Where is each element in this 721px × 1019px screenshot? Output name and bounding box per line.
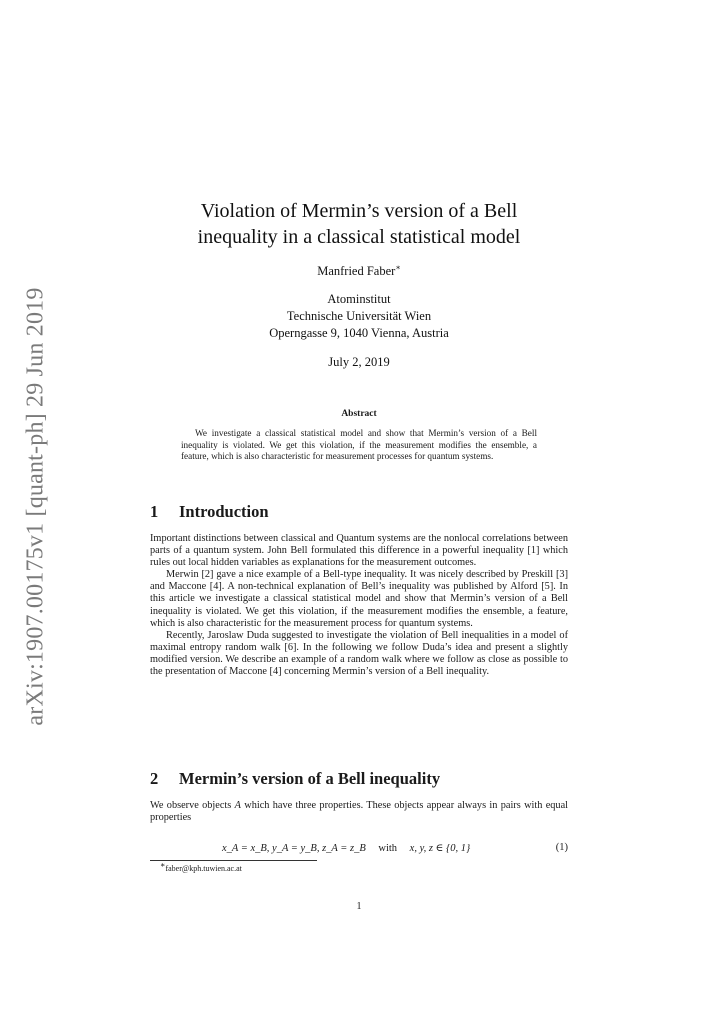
equation-rhs: x, y, z ∈ {0, 1} bbox=[409, 843, 471, 854]
section-1-title: Introduction bbox=[179, 502, 269, 521]
section-1-heading bbox=[150, 502, 568, 522]
affiliation-line-2: Technische Universität Wien bbox=[286, 309, 432, 323]
footnote bbox=[160, 860, 242, 873]
section-2-body bbox=[150, 800, 568, 824]
equation-number: (1) bbox=[555, 842, 568, 853]
section-1-body bbox=[150, 533, 568, 678]
footnote-email: faber@kph.tuwien.ac.at bbox=[165, 864, 242, 873]
section-1-paragraph-1: Important distinctions between classical and Quantum systems are the nonlocal correlations between parts of a quantum system. John Bell formulated this difference in a powerful inequality [1] which rules out local hidden variables as explanations for the measurement outcomes. bbox=[150, 533, 568, 569]
section-1-paragraph-2: Merwin [2] gave a nice example of a Bell-type inequality. It was nicely described by Preskill [3] and Maccone [4]. A non-technical explanation of Bell’s inequality was published by Alford [5]. In this article we investigate a classical statistical model and show that Mermin’s version of a Bell inequality is violated. We get this violation, if the measurement modifies the ensemble, a feature, which is also characteristic for the measurement process for quantum systems. bbox=[150, 569, 568, 629]
abstract-heading: Abstract bbox=[341, 409, 377, 419]
equation-lhs: x_A = x_B, y_A = y_B, z_A = z_B bbox=[222, 843, 366, 854]
affiliation bbox=[150, 291, 568, 342]
equation-with: with bbox=[378, 843, 398, 854]
equation-content bbox=[222, 842, 470, 854]
abstract-text: We investigate a classical statistical model and show that Mermin’s version of a Bell inequality is violated. We get this violation, if the measurement modifies the ensemble, a feature, which is also characteristic for measurement processes for quantum systems. bbox=[181, 428, 537, 462]
section-2-heading bbox=[150, 769, 568, 789]
footnote-rule bbox=[150, 860, 317, 861]
title-line-2: inequality in a classical statistical model bbox=[197, 226, 521, 248]
arxiv-sidebar bbox=[18, 286, 54, 726]
affiliation-line-3: Operngasse 9, 1040 Vienna, Austria bbox=[269, 326, 449, 340]
author-footnote-mark: ∗ bbox=[395, 262, 401, 272]
date: July 2, 2019 bbox=[328, 355, 390, 369]
section-2-text-after: which have three properties. These objects appear always in pairs with equal properties bbox=[150, 800, 569, 824]
section-1-paragraph-3: Recently, Jaroslaw Duda suggested to investigate the violation of Bell inequalities in a model of maximal entropy random walk [6]. In the following we follow Duda’s idea and present a slightly modified version. We describe an example of a random walk where we follow as close as possible to the presentation of Maccone [4] concerning Mermin’s version of a Bell inequality. bbox=[150, 629, 568, 678]
section-1-number: 1 bbox=[150, 502, 159, 521]
equation-1 bbox=[150, 842, 568, 856]
affiliation-line-1: Atominstitut bbox=[327, 292, 391, 306]
section-2-title: Mermin’s version of a Bell inequality bbox=[179, 769, 441, 788]
title-line-1: Violation of Mermin’s version of a Bell bbox=[200, 200, 518, 222]
footnote-mark: ∗ bbox=[160, 860, 166, 870]
section-2-number: 2 bbox=[150, 769, 159, 788]
page-number: 1 bbox=[356, 901, 362, 912]
author-name: Manfried Faber bbox=[317, 264, 396, 278]
section-2-paragraph bbox=[150, 800, 568, 824]
author bbox=[150, 263, 568, 280]
arxiv-identifier: arXiv:1907.00175v1 [quant-ph] 29 Jun 2019 bbox=[22, 286, 49, 726]
section-2-variable: A bbox=[234, 800, 241, 811]
section-2-text-before: We observe objects bbox=[150, 800, 235, 811]
paper-title bbox=[150, 198, 568, 250]
